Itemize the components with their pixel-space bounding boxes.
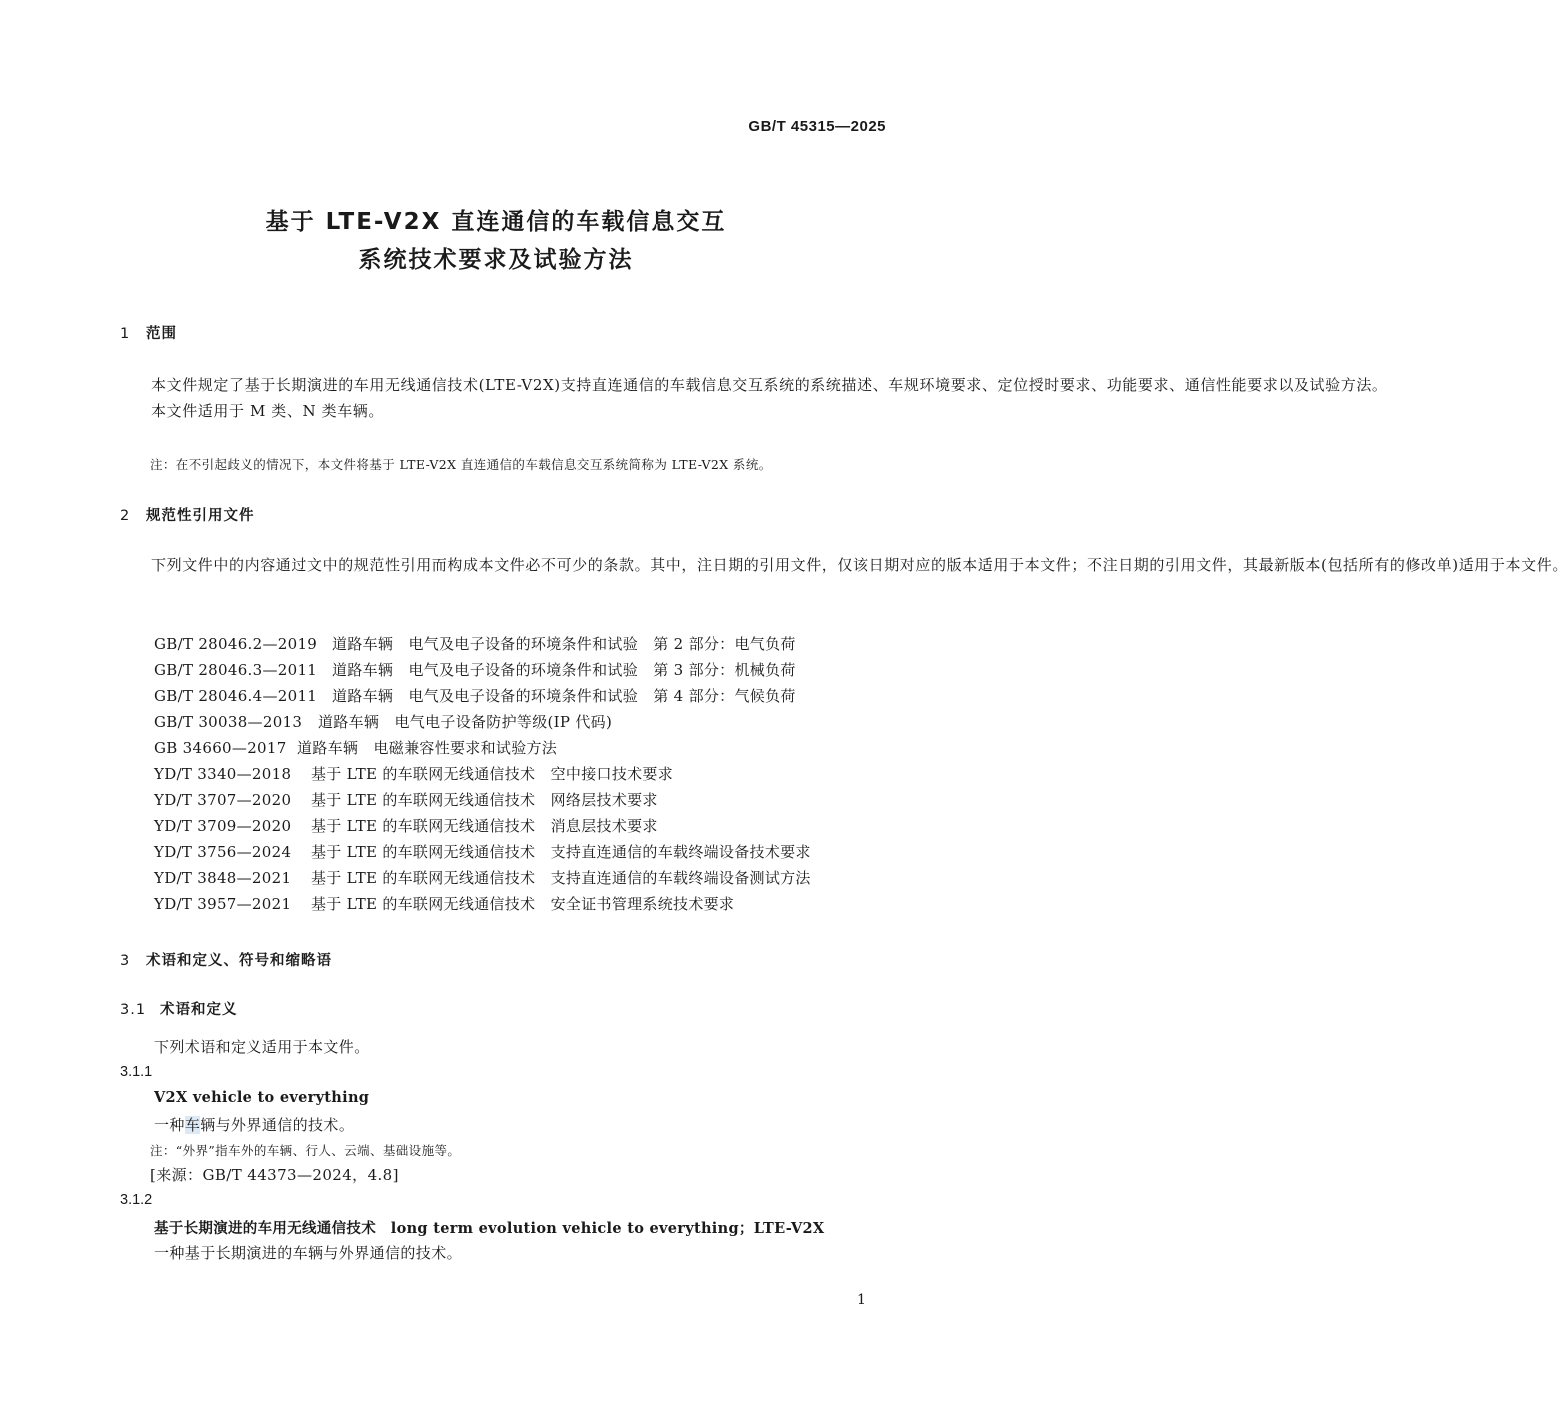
reference-title: 基于 LTE 的车联网无线通信技术 支持直连通信的车载终端设备技术要求 — [311, 843, 811, 861]
reference-code: YD/T 3848—2021 — [154, 869, 292, 887]
reference-title: 道路车辆 电磁兼容性要求和试验方法 — [297, 739, 558, 757]
page-number: 1 — [857, 1292, 866, 1308]
standard-number: GB/T 45315—2025 — [748, 118, 886, 135]
reference-item — [154, 763, 673, 784]
section-title: 规范性引用文件 — [146, 508, 255, 524]
document-title-line2: 系统技术要求及试验方法 — [358, 247, 634, 273]
reference-item — [154, 659, 796, 680]
reference-item — [154, 841, 811, 862]
definition-text: 辆与外界通信的技术。 — [200, 1116, 355, 1134]
reference-code: GB/T 28046.2—2019 — [154, 635, 318, 653]
reference-title: 基于 LTE 的车联网无线通信技术 安全证书管理系统技术要求 — [311, 895, 735, 913]
reference-title: 基于 LTE 的车联网无线通信技术 消息层技术要求 — [311, 817, 658, 835]
reference-item — [154, 867, 811, 888]
reference-item — [154, 815, 658, 836]
scope-applicability: 本文件适用于 M 类、N 类车辆。 — [151, 402, 384, 420]
reference-item — [154, 633, 796, 654]
term-name: V2X vehicle to everything — [154, 1089, 370, 1106]
text-highlight: 车 — [184, 1116, 201, 1134]
term-number: 3.1.2 — [120, 1192, 153, 1208]
term-source: [来源：GB/T 44373—2024，4.8] — [150, 1166, 399, 1184]
reference-title: 基于 LTE 的车联网无线通信技术 网络层技术要求 — [311, 791, 658, 809]
scope-note: 注：在不引起歧义的情况下，本文件将基于 LTE-V2X 直连通信的车载信息交互系统简称为 LTE-V2X 系统。 — [150, 457, 772, 472]
reference-code: YD/T 3957—2021 — [154, 895, 292, 913]
section-title: 术语和定义、符号和缩略语 — [146, 953, 332, 969]
section-heading-normative-references — [120, 504, 255, 525]
term-note: 注：“外界”指车外的车辆、行人、云端、基础设施等。 — [150, 1143, 461, 1158]
terms-intro: 下列术语和定义适用于本文件。 — [154, 1038, 370, 1056]
term-definition: 一种基于长期演进的车辆与外界通信的技术。 — [154, 1244, 463, 1262]
reference-code: YD/T 3756—2024 — [154, 843, 292, 861]
subsection-number: 3.1 — [120, 1002, 147, 1018]
reference-item — [154, 789, 658, 810]
reference-code: GB/T 28046.3—2011 — [154, 661, 318, 679]
reference-code: YD/T 3707—2020 — [154, 791, 292, 809]
section-number: 1 — [120, 326, 131, 342]
reference-title: 基于 LTE 的车联网无线通信技术 空中接口技术要求 — [311, 765, 674, 783]
section-heading-scope — [120, 322, 177, 343]
references-intro — [120, 552, 1568, 578]
reference-title: 道路车辆 电气电子设备防护等级(IP 代码) — [318, 713, 613, 731]
reference-item — [154, 711, 612, 732]
term-number: 3.1.1 — [120, 1064, 153, 1080]
reference-code: GB/T 30038—2013 — [154, 713, 303, 731]
scope-paragraph — [120, 372, 1388, 424]
scope-text: 本文件规定了基于长期演进的车用无线通信技术(LTE-V2X)支持直连通信的车载信息交互系统的系统描述、车规环境要求、定位授时要求、功能要求、通信性能要求以及试验方法。 — [151, 376, 1388, 394]
reference-item — [154, 737, 557, 758]
reference-code: YD/T 3709—2020 — [154, 817, 292, 835]
term-name: 基于长期演进的车用无线通信技术 long term evolution vehicle to everything；LTE-V2X — [154, 1220, 825, 1237]
references-intro-text: 下列文件中的内容通过文中的规范性引用而构成本文件必不可少的条款。其中，注日期的引用文件，仅该日期对应的版本适用于本文件；不注日期的引用文件，其最新版本(包括所有的修改单)适用于本文件。 — [151, 556, 1568, 574]
reference-title: 道路车辆 电气及电子设备的环境条件和试验 第 4 部分：气候负荷 — [332, 687, 796, 705]
reference-item — [154, 685, 796, 706]
subsection-title: 术语和定义 — [160, 1002, 238, 1018]
reference-title: 道路车辆 电气及电子设备的环境条件和试验 第 2 部分：电气负荷 — [332, 635, 796, 653]
section-title: 范围 — [146, 326, 177, 342]
document-title-line1: 基于 LTE-V2X 直连通信的车载信息交互 — [265, 209, 727, 235]
reference-title: 基于 LTE 的车联网无线通信技术 支持直连通信的车载终端设备测试方法 — [311, 869, 811, 887]
reference-code: GB 34660—2017 — [154, 739, 287, 757]
section-number: 3 — [120, 953, 131, 969]
term-definition — [154, 1114, 354, 1135]
reference-code: GB/T 28046.4—2011 — [154, 687, 318, 705]
definition-text: 一种 — [154, 1116, 185, 1134]
subsection-heading-terms-definitions — [120, 998, 238, 1019]
section-heading-terms — [120, 949, 332, 970]
reference-code: YD/T 3340—2018 — [154, 765, 292, 783]
reference-title: 道路车辆 电气及电子设备的环境条件和试验 第 3 部分：机械负荷 — [332, 661, 796, 679]
reference-item — [154, 893, 734, 914]
section-number: 2 — [120, 508, 131, 524]
